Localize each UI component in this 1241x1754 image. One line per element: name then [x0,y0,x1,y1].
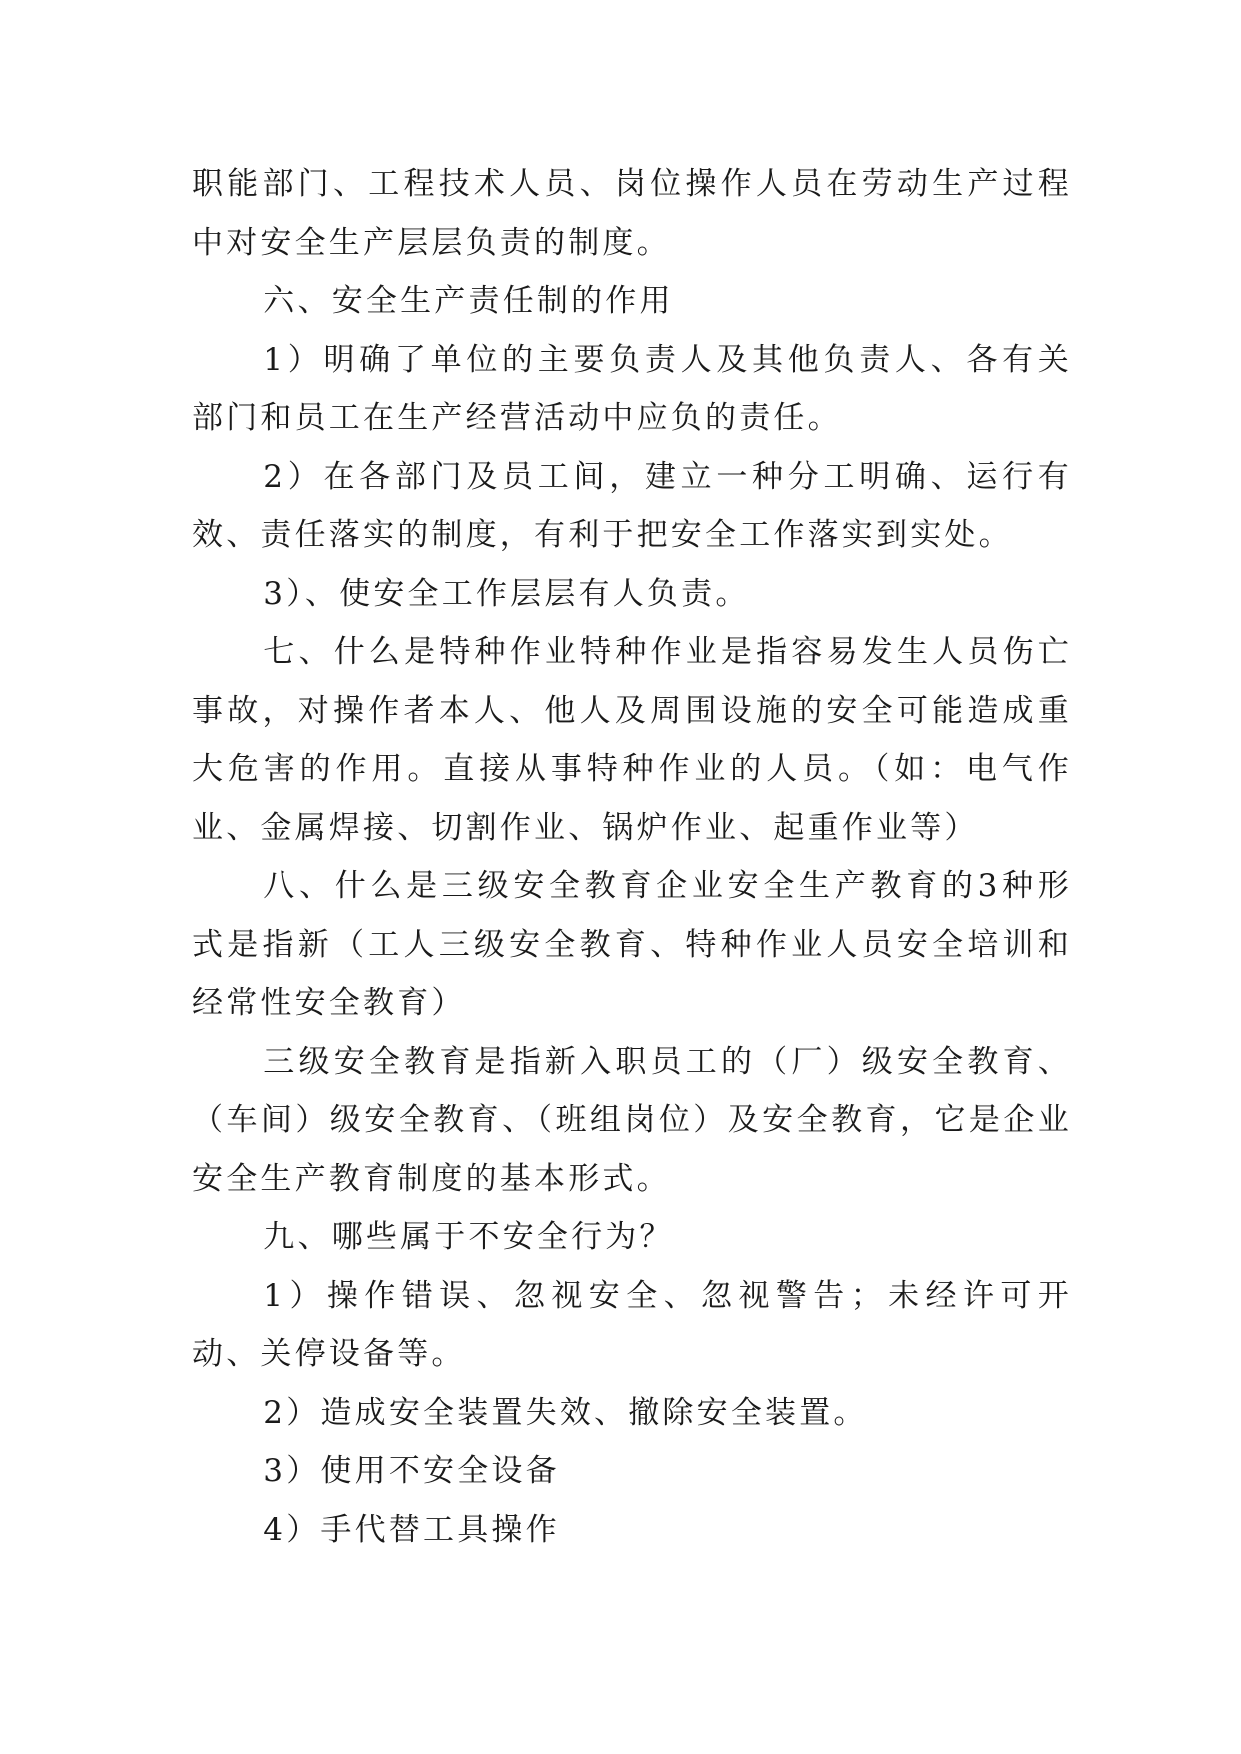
section-7-paragraph: 七、什么是特种作业特种作业是指容易发生人员伤亡事故，对操作者本人、他人及周围设施的安全可能造成重大危害的作用。直接从事特种作业的人员。（如：电气作业、金属焊接、切割作业、锅炉作业、起重作业等） [192,634,1072,846]
list-item-6-3: 3）、使安全工作层层有人负责。 [263,575,750,612]
section-heading-9: 九、哪些属于不安全行为？ [263,1219,674,1255]
paragraph-continuation: 职能部门、工程技术人员、岗位操作人员在劳动生产过程中对安全生产层层负责的制度。 [192,166,1072,261]
list-item-9-4: 4）手代替工具操作 [263,1511,560,1548]
list-item-9-1: 1）操作错误、忽视安全、忽视警告；未经许可开动、关停设备等。 [192,1277,1072,1372]
list-item-9-3: 3）使用不安全设备 [263,1453,560,1489]
section-8-paragraph: 八、什么是三级安全教育企业安全生产教育的3种形式是指新（工人三级安全教育、特种作业人员安全培训和经常性安全教育） [192,868,1072,1021]
list-item-6-2: 2）在各部门及员工间，建立一种分工明确、运行有效、责任落实的制度，有利于把安全工作落实到实处。 [192,458,1072,553]
list-item-9-2: 2）造成安全装置失效、撤除安全装置。 [263,1394,868,1431]
section-heading-6: 六、安全生产责任制的作用 [263,283,674,319]
document-body [192,155,1072,1559]
list-item-6-1: 1）明确了单位的主要负责人及其他负责人、各有关部门和员工在生产经营活动中应负的责任。 [192,341,1072,436]
section-8-detail-paragraph: 三级安全教育是指新入职员工的（厂）级安全教育、（车间）级安全教育、（班组岗位）及安全教育，它是企业安全生产教育制度的基本形式。 [192,1043,1072,1197]
